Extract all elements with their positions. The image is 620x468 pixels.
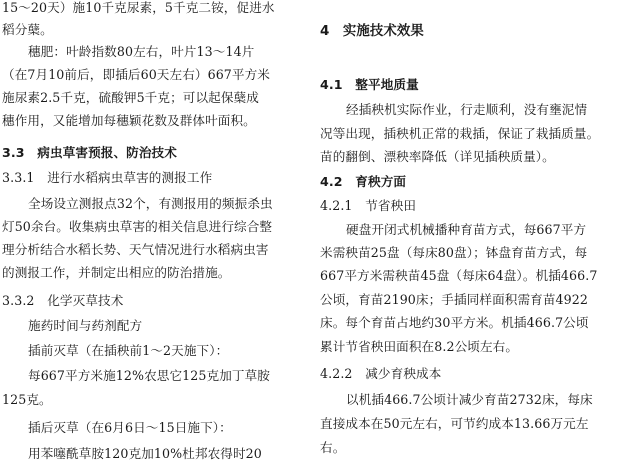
- text-line: 灯50余台。收集病虫草害的相关信息进行综合整: [2, 219, 273, 234]
- text-line: 经插秧机实际作业，行走顺利，没有壅泥情: [346, 102, 588, 117]
- text-line: 稻分蘖。: [2, 22, 53, 37]
- text-line: 理分析结合水稻长势、天气情况进行水稻病虫害: [2, 242, 269, 257]
- text-line: 米需秧苗25盘（每床80盘）；钵盘育苗方式，每: [320, 245, 588, 260]
- text-line: 的测报工作，并制定出相应的防治措施。: [2, 265, 231, 280]
- subsection-heading: 3.3.1 进行水稻病虫草害的测报工作: [2, 170, 213, 185]
- text-line: 施药时间与药剂配方: [28, 318, 143, 333]
- section-heading: 4 实施技术效果: [320, 24, 424, 39]
- subsection-heading: 4.1 整平地质量: [320, 77, 419, 92]
- text-line: 累计节省秧田面积在8.2公顷左右。: [320, 339, 519, 354]
- text-line: 公顷，育苗2190床；手插同样面积需育苗4922: [320, 292, 588, 307]
- text-line: 苗的翻倒、漂秧率降低（详见插秧质量）。: [320, 149, 555, 164]
- text-line: 直接成本在50元左右，可节约成本13.66万元左: [320, 416, 589, 431]
- text-line: 硬盘开闭式机械播种育苗方式，每667平方: [346, 222, 587, 237]
- text-line: 用苯噻酰草胺120克加10%杜邦农得时20: [28, 446, 262, 461]
- text-line: 穗作用，又能增加每穗颖花数及群体叶面积。: [2, 113, 256, 128]
- text-line: 以机插466.7公顷计减少育苗2732床，每床: [346, 392, 593, 407]
- text-line: 667平方米需秧苗45盘（每床64盘）。机插466.7: [320, 268, 598, 283]
- text-line: （在7月10前后，即插后60天左右）667平方米: [2, 67, 270, 82]
- text-line: 右。: [320, 440, 346, 455]
- text-line: 125克。: [2, 392, 52, 407]
- subsection-heading: 4.2.1 节省秧田: [320, 198, 417, 213]
- text-line: 施尿素2.5千克，硫酸钾5千克；可以起保蘖成: [2, 90, 259, 105]
- subsection-heading: 3.3.2 化学灭草技术: [2, 293, 124, 308]
- text-line: 每667平方米施12%农思它125克加丁草胺: [28, 368, 270, 383]
- section-heading: 3.3 病虫草害预报、防治技术: [2, 145, 177, 160]
- text-line: 全场设立测报点32个，有测报用的频振杀虫: [28, 196, 273, 211]
- text-line: 况等出现，插秧机正常的栽插，保证了栽插质量。: [320, 126, 600, 141]
- text-line: 15～20天）施10千克尿素，5千克二铵，促进水: [2, 0, 275, 15]
- subsection-heading: 4.2 育秧方面: [320, 174, 407, 189]
- text-line: 穗肥：叶龄指数80左右，叶片13～14片: [28, 44, 255, 59]
- text-line: 床。每个育苗占地约30平方米。机插466.7公顷: [320, 315, 589, 330]
- text-line: 插前灭草（在插秧前1～2天施下）：: [28, 343, 229, 358]
- subsection-heading: 4.2.2 减少育秧成本: [320, 366, 442, 381]
- text-line: 插后灭草（在6月6日～15日施下）：: [28, 420, 232, 435]
